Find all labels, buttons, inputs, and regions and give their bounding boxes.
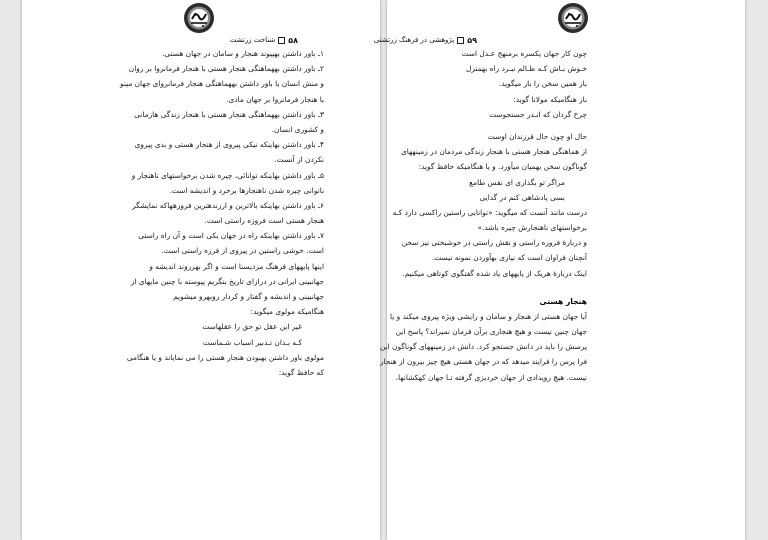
- text-line: پرسش را باید در دانش جستجو کرد. دانش در زمینههای گوناگون این: [379, 342, 587, 352]
- text-line: هنجار هستی است فروزه راستی است.: [204, 216, 324, 226]
- right-page: [373, 0, 745, 540]
- text-line: ۱ـ باور داشتن بهپیوند هنجار و سامان در جهان هستی.: [162, 49, 324, 58]
- left-page-body: [64, 46, 324, 380]
- text-line: باز همین سخن را باز میگوید.: [498, 79, 587, 89]
- text-line: آیا جهان هستی از هنجار و سامان و رایشی ویژه پیروی میکند و یا: [390, 311, 587, 321]
- text-line: نیست. هیچ رویدادی از جهان خردیزی گرفته تـا جهان کهکشانها،: [395, 372, 587, 382]
- poem-line: چون کار جهان یکسره برمنهج عـدل است: [461, 49, 587, 58]
- text-line: جهانبینی و اندیشه و گفتار و کردار روبهرو میشویم: [173, 292, 324, 301]
- text-line: باز هنگامیکه مولانا گوید:: [513, 94, 587, 104]
- poem-line: بسی پادشاهی کنم در گدایی: [479, 192, 565, 202]
- text-line: ۵ـ باور داشتن بهاینکه توانائی، چیره شدن برخواستهای ناهنجار و: [131, 170, 324, 180]
- text-line: مولوی باور داشتن بهبودن هنجار هستی را می نمایاند و یا هنگامی: [126, 352, 324, 362]
- page-number: ۵۸: [288, 35, 298, 45]
- text-line: ناتوانی چیره شدن ناهنجارها برخرد و اندیشه است.: [169, 185, 324, 195]
- header-title: شناخت زرتشت: [229, 36, 276, 44]
- calligraphy-logo: [557, 2, 589, 34]
- poem-line: مراگر تو بگذاری ای نفس طامع: [469, 177, 565, 187]
- text-line: نکردن از آنست.: [274, 155, 324, 165]
- text-line: جهان چنین نیست و هیچ هنجاری برآن فرمان نمیراند؟ پاسخ این: [395, 327, 587, 336]
- poem-line: خـوش بـاش کـه ظـالم نبـرد راه بهمنزل: [465, 64, 587, 74]
- text-line: ۴ـ باور داشتن بهاینکه نیکی پیروی از هنجار هستی و بدی پیروی: [134, 140, 324, 150]
- section-heading: هنجار هستی: [539, 296, 587, 306]
- text-line: که حافظ گوید:: [278, 367, 324, 377]
- text-line: هنگامیکه مولوی میگوید:: [250, 307, 324, 317]
- calligraphy-logo: [183, 2, 215, 34]
- text-line: از هماهنگی هنجار هستی با هنجار زندگی مردمان در زمینههای: [400, 147, 587, 157]
- text-line: ۷ـ باور داشتن بهاینکه راه در جهان یکی است و آن راه راستی: [138, 231, 324, 241]
- text-line: درست مانند آنست که میگوید: «توانایی راستین راکسی دارد کـه: [392, 207, 587, 217]
- poem-line: کـه بـدان تـدبیر اسباب شـماست: [202, 337, 302, 347]
- text-line: اینک دربارهٔ هریک از پایههای یاد شده گفتگوی کوتاهی میکنیم.: [402, 268, 587, 278]
- poem-line: حال او چون حال فرزندان اوست: [487, 131, 587, 141]
- left-page: [22, 0, 380, 540]
- text-line: ۲ـ باور داشتن بههماهنگی هنجار هستی با هنجار فرمانروا بر روان: [128, 64, 324, 74]
- text-line: فرا پرس را فرایند میدهد که در جهان هستی هیچ چیز بیرون از هنجار: [379, 357, 587, 367]
- paragraph-gap: [407, 281, 587, 288]
- text-line: جهانبینی ایرانی در درازای تاریخ بنگریم پیوسته با چنین مایهای از: [130, 276, 324, 286]
- text-line: آنچنان فراوان است که نیازی بهآوردن نمونه نیست.: [431, 253, 587, 263]
- page-header: [230, 34, 298, 46]
- text-line: اینها پایههای فرهنگ مزدیسنا است و اگر بهرروند اندیشه و: [149, 261, 324, 271]
- text-line: و کشوری انسان.: [271, 124, 324, 134]
- text-line: ۶ـ باور داشتن بهاینکه بالاترین و ارزندهترین فروزههاکه نمایشگر: [132, 200, 324, 210]
- poem-line: چرخ گردان که انـدر جستجوست: [489, 109, 587, 119]
- text-line: با هنجار فرمانروا بر جهان مادی.: [226, 94, 324, 104]
- text-line: است. خوشی راستین در پیروی از فرزه راستی است.: [161, 246, 324, 256]
- header-square-icon: [457, 37, 464, 44]
- paragraph-gap: [407, 122, 587, 129]
- text-line: ۳ـ باور داشتن بههماهنگی هنجار هستی با هنجار زندگی هازمانی: [134, 109, 324, 119]
- text-line: برخواستهای ناهنجارش چیره باشد.»: [477, 223, 587, 233]
- page-header: [374, 34, 477, 46]
- header-square-icon: [278, 37, 285, 44]
- page-number: ۵۹: [467, 35, 477, 45]
- text-line: گوناگون سخن بهمیان میآورد. و یا هنگامیکه حافظ گوید:: [418, 162, 587, 172]
- header-title: پژوهشی در فرهنگ زرتشتی: [373, 36, 455, 44]
- text-line: و منش انسان یا باور داشتن بههماهنگی هنجار فرمانروای جهان مینو: [120, 79, 324, 89]
- right-page-body: [379, 46, 587, 385]
- poem-line: غیر این عقل تو حق را عقلهاست: [202, 322, 302, 332]
- text-line: و دربارهٔ فروزه راستی و نقش راستی در خوشبختی نیز سخن: [401, 238, 587, 248]
